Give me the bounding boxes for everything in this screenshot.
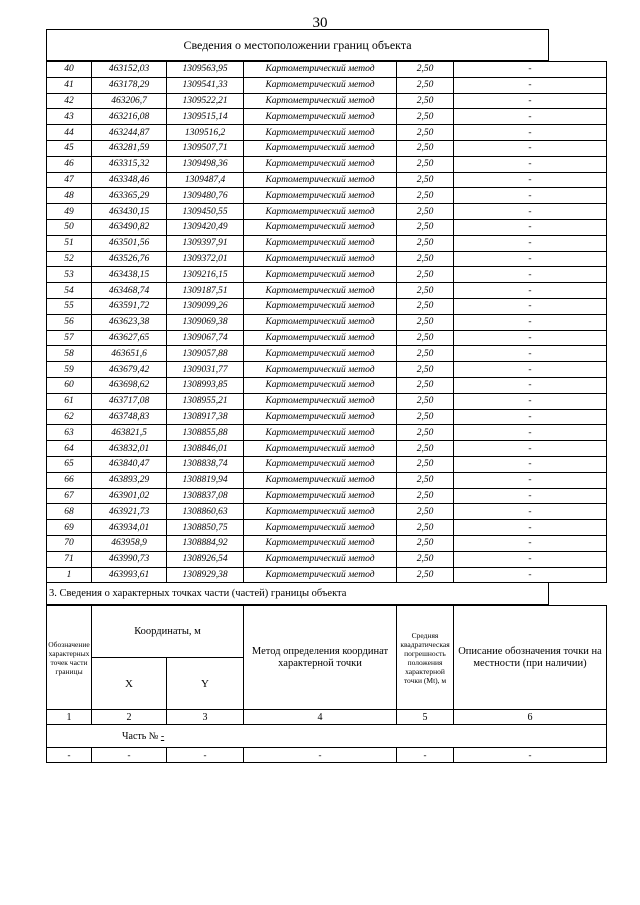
point-number: 66 (47, 472, 92, 488)
method: Картометрический метод (244, 346, 397, 362)
mt-value: 2,50 (397, 172, 454, 188)
point-number: 1 (47, 567, 92, 583)
coord-x: 463832,01 (92, 441, 167, 457)
table-row (47, 156, 607, 172)
description: - (454, 298, 607, 314)
description: - (454, 314, 607, 330)
coord-y: 1308917,38 (167, 409, 244, 425)
mt-value: 2,50 (397, 140, 454, 156)
table-row (47, 219, 607, 235)
table-row (47, 125, 607, 141)
method: Картометрический метод (244, 409, 397, 425)
mt-value: 2,50 (397, 441, 454, 457)
mt-value: 2,50 (397, 346, 454, 362)
mt-value: 2,50 (397, 109, 454, 125)
description: - (454, 188, 607, 204)
mt-value: 2,50 (397, 488, 454, 504)
coord-y: 1309031,77 (167, 362, 244, 378)
point-number: 52 (47, 251, 92, 267)
method: Картометрический метод (244, 125, 397, 141)
coord-y: 1309420,49 (167, 219, 244, 235)
point-number: 69 (47, 520, 92, 536)
table-row (47, 77, 607, 93)
coord-y: 1308929,38 (167, 567, 244, 583)
point-number: 68 (47, 504, 92, 520)
point-number: 58 (47, 346, 92, 362)
method: Картометрический метод (244, 567, 397, 583)
mt-value: 2,50 (397, 93, 454, 109)
method: Картометрический метод (244, 188, 397, 204)
table-row (47, 409, 607, 425)
table-row (47, 314, 607, 330)
point-number: 70 (47, 535, 92, 551)
coord-y: 1308884,92 (167, 535, 244, 551)
point-number: 51 (47, 235, 92, 251)
point-number: 67 (47, 488, 92, 504)
coord-x: 463821,5 (92, 425, 167, 441)
method: Картометрический метод (244, 62, 397, 78)
point-number: 63 (47, 425, 92, 441)
description: - (454, 535, 607, 551)
description: - (454, 251, 607, 267)
table-row (47, 109, 607, 125)
point-number: 45 (47, 140, 92, 156)
description: - (454, 346, 607, 362)
coord-x: 463152,03 (92, 62, 167, 78)
description: - (454, 425, 607, 441)
coord-x: 463623,38 (92, 314, 167, 330)
column-number: 3 (167, 710, 244, 725)
coord-x: 463717,08 (92, 393, 167, 409)
table-row (47, 62, 607, 78)
coord-y: 1309516,2 (167, 125, 244, 141)
coord-y: 1308838,74 (167, 456, 244, 472)
description: - (454, 156, 607, 172)
coord-x: 463216,08 (92, 109, 167, 125)
method: Картометрический метод (244, 377, 397, 393)
description: - (454, 504, 607, 520)
coord-y: 1309187,51 (167, 283, 244, 299)
method: Картометрический метод (244, 298, 397, 314)
description: - (454, 377, 607, 393)
table-cell: - (92, 748, 167, 763)
description: - (454, 77, 607, 93)
coord-x: 463698,62 (92, 377, 167, 393)
mt-value: 2,50 (397, 456, 454, 472)
description: - (454, 409, 607, 425)
table-row (47, 346, 607, 362)
empty-data-row (47, 748, 607, 763)
table-row (47, 535, 607, 551)
part-row (47, 725, 607, 748)
method: Картометрический метод (244, 425, 397, 441)
point-number: 56 (47, 314, 92, 330)
method: Картометрический метод (244, 219, 397, 235)
mt-value: 2,50 (397, 393, 454, 409)
header-x: X (92, 658, 167, 710)
description: - (454, 488, 607, 504)
coord-x: 463840,47 (92, 456, 167, 472)
method: Картометрический метод (244, 109, 397, 125)
coord-x: 463178,29 (92, 77, 167, 93)
coord-x: 463591,72 (92, 298, 167, 314)
mt-value: 2,50 (397, 377, 454, 393)
table-row (47, 283, 607, 299)
point-number: 49 (47, 204, 92, 220)
mt-value: 2,50 (397, 77, 454, 93)
coord-y: 1309216,15 (167, 267, 244, 283)
mt-value: 2,50 (397, 362, 454, 378)
mt-value: 2,50 (397, 204, 454, 220)
table-row (47, 377, 607, 393)
table-row (47, 330, 607, 346)
point-number: 47 (47, 172, 92, 188)
mt-value: 2,50 (397, 330, 454, 346)
coord-y: 1308855,88 (167, 425, 244, 441)
coord-y: 1309099,26 (167, 298, 244, 314)
coord-y: 1309498,36 (167, 156, 244, 172)
description: - (454, 393, 607, 409)
coord-x: 463990,73 (92, 551, 167, 567)
coord-x: 463430,15 (92, 204, 167, 220)
table-cell: - (454, 748, 607, 763)
coord-x: 463627,65 (92, 330, 167, 346)
table-row (47, 504, 607, 520)
column-numbers-row (47, 710, 607, 725)
table-row (47, 362, 607, 378)
column-number: 5 (397, 710, 454, 725)
coord-y: 1309450,55 (167, 204, 244, 220)
coord-y: 1309522,21 (167, 93, 244, 109)
description: - (454, 567, 607, 583)
method: Картометрический метод (244, 204, 397, 220)
point-number: 48 (47, 188, 92, 204)
table-row (47, 267, 607, 283)
method: Картометрический метод (244, 77, 397, 93)
table-cell: - (167, 748, 244, 763)
point-number: 60 (47, 377, 92, 393)
description: - (454, 204, 607, 220)
coord-x: 463526,76 (92, 251, 167, 267)
description: - (454, 140, 607, 156)
coord-x: 463893,29 (92, 472, 167, 488)
table-row (47, 298, 607, 314)
table-row (47, 456, 607, 472)
description: - (454, 520, 607, 536)
mt-value: 2,50 (397, 251, 454, 267)
method: Картометрический метод (244, 93, 397, 109)
method: Картометрический метод (244, 314, 397, 330)
description: - (454, 551, 607, 567)
coord-x: 463651,6 (92, 346, 167, 362)
header-method: Метод определения координат характерной точки (244, 606, 397, 710)
point-number: 57 (47, 330, 92, 346)
mt-value: 2,50 (397, 520, 454, 536)
coord-y: 1308819,94 (167, 472, 244, 488)
coord-y: 1308850,75 (167, 520, 244, 536)
description: - (454, 267, 607, 283)
coord-x: 463679,42 (92, 362, 167, 378)
coord-y: 1308860,63 (167, 504, 244, 520)
point-number: 53 (47, 267, 92, 283)
coord-y: 1309487,4 (167, 172, 244, 188)
coord-x: 463921,73 (92, 504, 167, 520)
mt-value: 2,50 (397, 504, 454, 520)
description: - (454, 362, 607, 378)
method: Картометрический метод (244, 362, 397, 378)
mt-value: 2,50 (397, 409, 454, 425)
coord-y: 1308846,01 (167, 441, 244, 457)
description: - (454, 172, 607, 188)
coord-x: 463490,82 (92, 219, 167, 235)
point-number: 50 (47, 219, 92, 235)
table-row (47, 441, 607, 457)
description: - (454, 62, 607, 78)
coord-y: 1309563,95 (167, 62, 244, 78)
table-row (47, 393, 607, 409)
method: Картометрический метод (244, 393, 397, 409)
header-y: Y (167, 658, 244, 710)
part-number: - (160, 730, 165, 742)
coord-y: 1308926,54 (167, 551, 244, 567)
coord-y: 1308993,85 (167, 377, 244, 393)
mt-value: 2,50 (397, 125, 454, 141)
coord-x: 463468,74 (92, 283, 167, 299)
method: Картометрический метод (244, 283, 397, 299)
coord-x: 463934,01 (92, 520, 167, 536)
header-description: Описание обозначения точки на местности (при наличии) (454, 606, 607, 710)
method: Картометрический метод (244, 488, 397, 504)
table-row (47, 172, 607, 188)
point-number: 54 (47, 283, 92, 299)
description: - (454, 330, 607, 346)
column-number: 2 (92, 710, 167, 725)
point-number: 41 (47, 77, 92, 93)
method: Картометрический метод (244, 504, 397, 520)
mt-value: 2,50 (397, 156, 454, 172)
method: Картометрический метод (244, 251, 397, 267)
coord-x: 463281,59 (92, 140, 167, 156)
coord-y: 1309057,88 (167, 346, 244, 362)
header-mt: Средняя квадратическая погрешность положения характерной точки (Mt), м (397, 606, 454, 710)
table-row (47, 93, 607, 109)
mt-value: 2,50 (397, 267, 454, 283)
mt-value: 2,50 (397, 472, 454, 488)
description: - (454, 283, 607, 299)
coord-x: 463315,32 (92, 156, 167, 172)
point-number: 59 (47, 362, 92, 378)
column-number: 1 (47, 710, 92, 725)
coord-y: 1309069,38 (167, 314, 244, 330)
column-number: 6 (454, 710, 607, 725)
point-number: 55 (47, 298, 92, 314)
method: Картометрический метод (244, 472, 397, 488)
table-row (47, 204, 607, 220)
table-cell: - (47, 748, 92, 763)
coord-x: 463958,9 (92, 535, 167, 551)
coord-x: 463748,83 (92, 409, 167, 425)
table-row (47, 567, 607, 583)
document-sheet (46, 29, 602, 763)
mt-value: 2,50 (397, 298, 454, 314)
table-title: Сведения о местоположении границ объекта (46, 29, 549, 61)
description: - (454, 472, 607, 488)
mt-value: 2,50 (397, 283, 454, 299)
mt-value: 2,50 (397, 219, 454, 235)
coord-y: 1309541,33 (167, 77, 244, 93)
coord-x: 463501,56 (92, 235, 167, 251)
mt-value: 2,50 (397, 235, 454, 251)
part-points-table (46, 605, 607, 763)
point-number: 40 (47, 62, 92, 78)
description: - (454, 93, 607, 109)
coord-x: 463365,29 (92, 188, 167, 204)
part-label: Часть № (122, 730, 159, 742)
description: - (454, 456, 607, 472)
coord-x: 463438,15 (92, 267, 167, 283)
description: - (454, 235, 607, 251)
table-row (47, 425, 607, 441)
coord-x: 463244,87 (92, 125, 167, 141)
point-number: 71 (47, 551, 92, 567)
method: Картометрический метод (244, 535, 397, 551)
point-number: 62 (47, 409, 92, 425)
mt-value: 2,50 (397, 314, 454, 330)
coord-x: 463348,46 (92, 172, 167, 188)
method: Картометрический метод (244, 156, 397, 172)
description: - (454, 125, 607, 141)
header-coordinates: Координаты, м (92, 606, 244, 658)
method: Картометрический метод (244, 172, 397, 188)
table-cell: - (397, 748, 454, 763)
table-row (47, 472, 607, 488)
mt-value: 2,50 (397, 551, 454, 567)
coord-y: 1309480,76 (167, 188, 244, 204)
page-number: 30 (312, 15, 328, 31)
point-number: 46 (47, 156, 92, 172)
point-number: 61 (47, 393, 92, 409)
table-row (47, 251, 607, 267)
coord-y: 1309067,74 (167, 330, 244, 346)
coord-x: 463993,61 (92, 567, 167, 583)
point-number: 64 (47, 441, 92, 457)
description: - (454, 441, 607, 457)
section-3-title: 3. Сведения о характерных точках части (частей) границы объекта (46, 583, 549, 605)
mt-value: 2,50 (397, 567, 454, 583)
table-row (47, 488, 607, 504)
table-row (47, 188, 607, 204)
coord-y: 1309397,91 (167, 235, 244, 251)
method: Картометрический метод (244, 235, 397, 251)
table-row (47, 235, 607, 251)
coordinates-table (46, 61, 607, 583)
description: - (454, 219, 607, 235)
coord-x: 463206,7 (92, 93, 167, 109)
mt-value: 2,50 (397, 535, 454, 551)
column-number: 4 (244, 710, 397, 725)
coord-x: 463901,02 (92, 488, 167, 504)
method: Картометрический метод (244, 140, 397, 156)
description: - (454, 109, 607, 125)
coord-y: 1309515,14 (167, 109, 244, 125)
mt-value: 2,50 (397, 425, 454, 441)
method: Картометрический метод (244, 330, 397, 346)
point-number: 65 (47, 456, 92, 472)
method: Картометрический метод (244, 267, 397, 283)
coord-y: 1309372,01 (167, 251, 244, 267)
point-number: 42 (47, 93, 92, 109)
table-row (47, 140, 607, 156)
coord-y: 1309507,71 (167, 140, 244, 156)
mt-value: 2,50 (397, 188, 454, 204)
point-number: 44 (47, 125, 92, 141)
coord-y: 1308837,08 (167, 488, 244, 504)
table-cell: - (244, 748, 397, 763)
method: Картометрический метод (244, 456, 397, 472)
method: Картометрический метод (244, 551, 397, 567)
point-number: 43 (47, 109, 92, 125)
table-row (47, 520, 607, 536)
header-designation: Обозначение характерных точек части границы (47, 606, 92, 710)
table-row (47, 551, 607, 567)
method: Картометрический метод (244, 441, 397, 457)
coord-y: 1308955,21 (167, 393, 244, 409)
mt-value: 2,50 (397, 62, 454, 78)
method: Картометрический метод (244, 520, 397, 536)
